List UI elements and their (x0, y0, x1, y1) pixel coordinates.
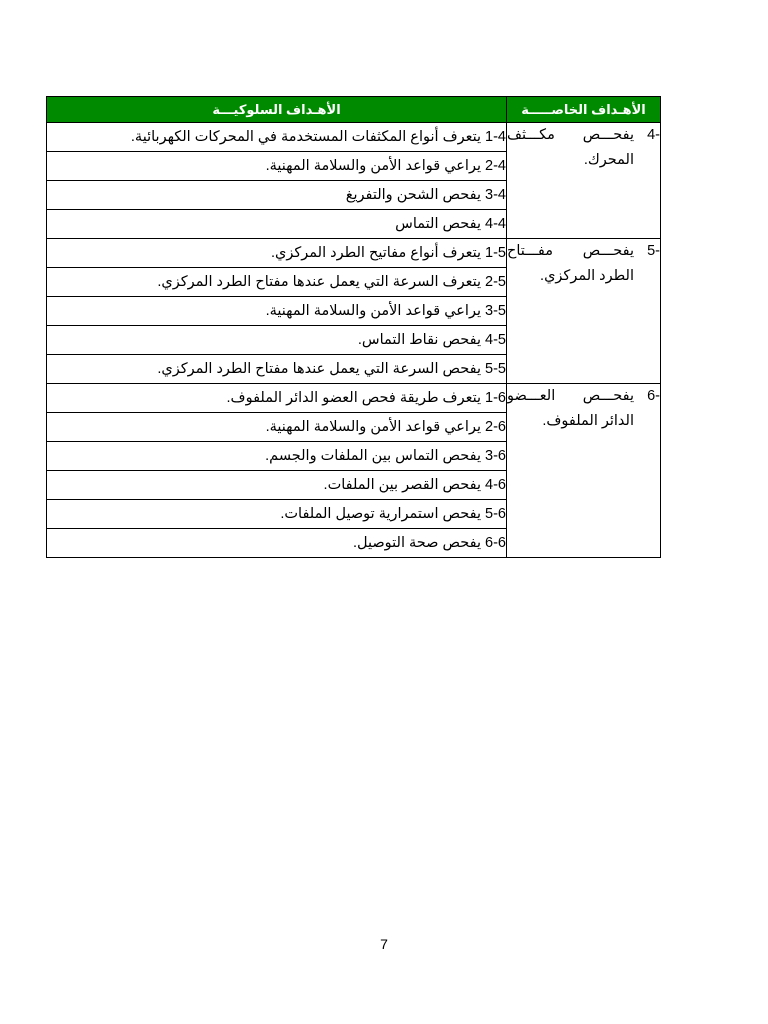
objective-number: -5 (647, 243, 660, 259)
behavioral-objective: 4-6 يفحص القصر بين الملفات. (47, 471, 507, 500)
table-row (47, 239, 661, 268)
behavioral-objective: 3-6 يفحص التماس بين الملفات والجسم. (47, 442, 507, 471)
behavioral-objective: 1-4 يتعرف أنواع المكثفات المستخدمة في المحركات الكهربائية. (47, 123, 507, 152)
header-row (47, 97, 661, 123)
behavioral-objective: 3-4 يفحص الشحن والتفريغ (47, 181, 507, 210)
behavioral-objective: 6-6 يفحص صحة التوصيل. (47, 529, 507, 558)
objective-number: -6 (647, 388, 660, 404)
behavioral-objective: 4-4 يفحص التماس (47, 210, 507, 239)
behavioral-objective: 5-5 يفحص السرعة التي يعمل عندها مفتاح الطرد المركزي. (47, 355, 507, 384)
header-specific-objectives: الأهـداف الخاصـــــة (507, 97, 661, 123)
table-row (47, 123, 661, 152)
behavioral-objective: 5-6 يفحص استمرارية توصيل الملفات. (47, 500, 507, 529)
behavioral-objective: 2-6 يراعي قواعد الأمن والسلامة المهنية. (47, 413, 507, 442)
specific-objective-cell (507, 239, 661, 384)
behavioral-objective: 1-5 يتعرف أنواع مفاتيح الطرد المركزي. (47, 239, 507, 268)
specific-objective-cell (507, 123, 661, 239)
objectives-table (46, 96, 661, 558)
page-number: 7 (380, 936, 388, 952)
table-row (47, 384, 661, 413)
behavioral-objective: 2-5 يتعرف السرعة التي يعمل عندها مفتاح الطرد المركزي. (47, 268, 507, 297)
objective-number: -4 (647, 127, 660, 143)
behavioral-objective: 2-4 يراعي قواعد الأمن والسلامة المهنية. (47, 152, 507, 181)
behavioral-objective: 1-6 يتعرف طريقة فحص العضو الدائر الملفوف. (47, 384, 507, 413)
specific-objective-text: يفحـــص مفـــتاح الطرد المركزي. (507, 243, 634, 284)
specific-objective-text: يفحـــص مكـــثف المحرك. (507, 127, 634, 168)
behavioral-objective: 4-5 يفحص نقاط التماس. (47, 326, 507, 355)
header-behavioral-objectives: الأهـداف السلوكيـــة (47, 97, 507, 123)
specific-objective-cell (507, 384, 661, 558)
behavioral-objective: 3-5 يراعي قواعد الأمن والسلامة المهنية. (47, 297, 507, 326)
specific-objective-text: يفحـــص العـــضو الدائر الملفوف. (507, 388, 634, 429)
